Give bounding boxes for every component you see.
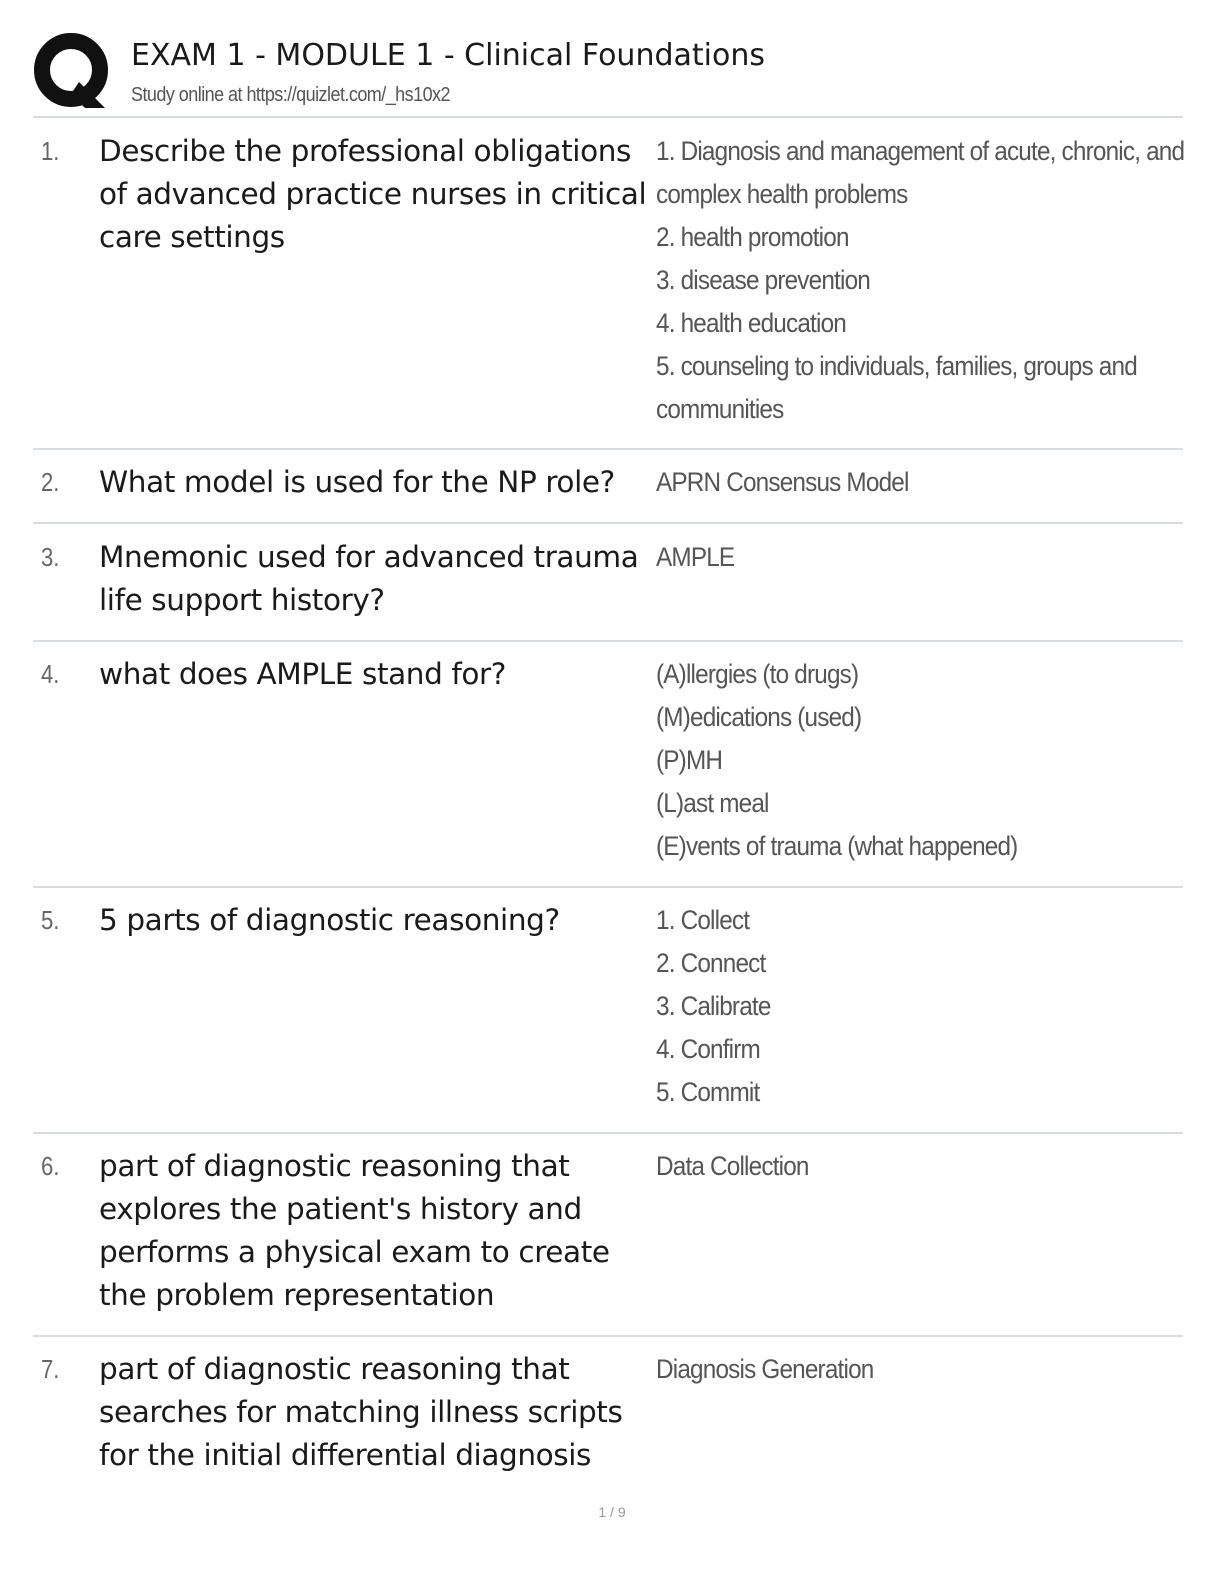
definition-line: 5. Commit — [656, 1077, 760, 1107]
card-term: part of diagnostic reasoning that explores the patient's history and performs a physical exam to create the problem representation — [99, 1149, 610, 1312]
definition-line: communities — [656, 394, 784, 424]
divider — [33, 448, 1183, 450]
definition-line: Diagnosis Generation — [656, 1354, 874, 1384]
definition-line: 2. Connect — [656, 948, 766, 978]
definition-line: (M)edications (used) — [656, 702, 862, 732]
definition-line: (L)ast meal — [656, 788, 769, 818]
card-term: Describe the professional obligations of advanced practice nurses in critical care settings — [99, 134, 647, 254]
definition-line: 3. Calibrate — [656, 991, 771, 1021]
definition-line: (A)llergies (to drugs) — [656, 659, 859, 689]
definition-line: 4. Confirm — [656, 1034, 760, 1064]
definition-line: 1. Collect — [656, 905, 750, 935]
card-term: Mnemonic used for advanced trauma life support history? — [99, 540, 639, 617]
divider — [33, 886, 1183, 888]
divider — [33, 1335, 1183, 1337]
definition-line: Data Collection — [656, 1151, 809, 1181]
definition-line: (E)vents of trauma (what happened) — [656, 831, 1018, 861]
definition-line: APRN Consensus Model — [656, 467, 909, 497]
card-number: 6. — [41, 1151, 60, 1181]
document-header — [33, 32, 1183, 116]
card-term: What model is used for the NP role? — [99, 465, 615, 499]
study-online-link[interactable]: Study online at https://quizlet.com/_hs10x2 — [131, 84, 450, 106]
card-number: 1. — [41, 136, 60, 166]
definition-line: 3. disease prevention — [656, 265, 871, 295]
divider — [33, 116, 1183, 118]
card-number: 2. — [41, 467, 60, 497]
quizlet-logo — [33, 32, 113, 112]
card-number: 3. — [41, 542, 60, 572]
divider — [33, 640, 1183, 642]
card-term: 5 parts of diagnostic reasoning? — [99, 903, 560, 937]
definition-line: 5. counseling to individuals, families, groups and — [656, 351, 1137, 381]
card-definition — [656, 1145, 1160, 1188]
definition-line: 1. Diagnosis and management of acute, chronic, and — [656, 136, 1185, 166]
card-term: what does AMPLE stand for? — [99, 657, 507, 691]
card-definition — [656, 536, 1160, 579]
divider — [33, 1132, 1183, 1134]
definition-line: AMPLE — [656, 542, 735, 572]
card-number: 5. — [41, 905, 60, 935]
definition-line: complex health problems — [656, 179, 908, 209]
card-term: part of diagnostic reasoning that searches for matching illness scripts for the initial differential diagnosis — [99, 1352, 623, 1472]
definition-line: 2. health promotion — [656, 222, 849, 252]
card-definition — [656, 1348, 1160, 1391]
card-definition — [656, 461, 1160, 504]
page-number: 1 / 9 — [598, 1504, 626, 1520]
definition-line: 4. health education — [656, 308, 846, 338]
definition-line: (P)MH — [656, 745, 723, 775]
card-definition — [656, 653, 1160, 868]
card-number: 4. — [41, 659, 60, 689]
document-title: EXAM 1 - MODULE 1 - Clinical Foundations — [131, 38, 765, 73]
card-definition — [656, 130, 1185, 431]
divider — [33, 522, 1183, 524]
card-number: 7. — [41, 1354, 60, 1384]
card-definition — [656, 899, 1160, 1114]
